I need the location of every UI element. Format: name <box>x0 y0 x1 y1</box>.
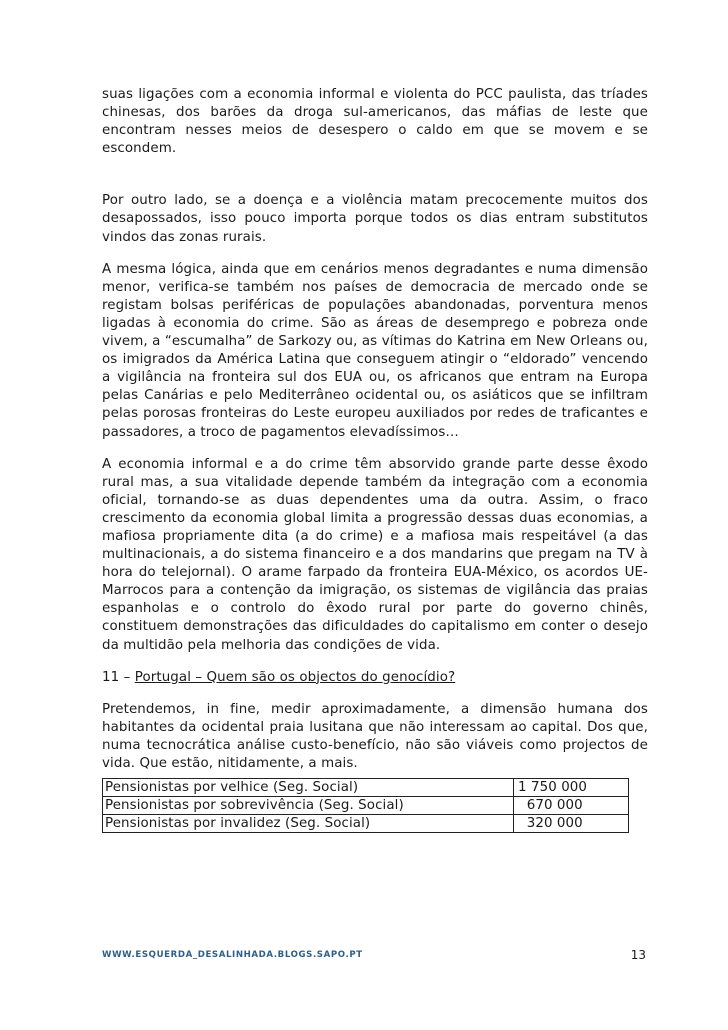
paragraph: Por outro lado, se a doença e a violência matam precocemente muitos dos desapossados, isso pouco importa porque todos os dias entram substitutos vindos das zonas rurais. <box>102 193 648 245</box>
page-number: 13 <box>630 948 646 962</box>
table-row <box>103 779 629 797</box>
footer-url-link[interactable]: WWW.ESQUERDA_DESALINHADA.BLOGS.SAPO.PT <box>102 950 363 960</box>
section-title: Portugal – Quem são os objectos do genocídio? <box>134 669 456 685</box>
section-number: 11 – <box>102 669 135 685</box>
paragraph: A mesma lógica, ainda que em cenários menos degradantes e numa dimensão menor, verifica-se também nos países de democracia de mercado onde se registam bolsas periféricas de populações abandonadas, porventura menos ligadas à economia do crime. São as áreas de desemprego e pobreza onde vivem, a “escumalha” de Sarkozy ou, as vítimas do Katrina em New Orleans ou, os imigrados da América Latina que conseguem atingir o “eldorado” vencendo a vigilância na fronteira sul dos EUA ou, os africanos que entram na Europa pelas Canárias e pelo Mediterrâneo ocidental ou, os asiáticos que se infiltram pelas porosas fronteiras do Leste europeu auxiliados por redes de traficantes e passadores, a troco de pagamentos elevadíssimos… <box>102 261 648 440</box>
paragraph: suas ligações com a economia informal e violenta do PCC paulista, das tríades chinesas, dos barões da droga sul-americanos, das máfias de leste que encontram nesses meios de desespero o caldo em que se movem e se escondem. <box>102 87 648 157</box>
table-cell-label: Pensionistas por invalidez (Seg. Social) <box>103 815 514 833</box>
table-cell-value: 1 750 000 <box>514 779 629 797</box>
paragraph: A economia informal e a do crime têm absorvido grande parte desse êxodo rural mas, a sua vitalidade depende também da integração com a economia oficial, tornando-se as duas dependentes uma da outra. Assim, o fraco crescimento da economia global limita a progressão dessas duas economias, a mafiosa propriamente dita (a do crime) e a mafiosa mais respeitável (a das multinacionais, a do sistema financeiro e a dos mandarins que pregam na TV à hora do telejornal). O arame farpado da fronteira EUA-México, os acordos UE-Marrocos para a contenção da imigração, os sistemas de vigilância das praias espanholas e o controlo do êxodo rural por parte do governo chinês, constituem demonstrações das dificuldades do capitalismo em conter o desejo da multidão pela melhoria das condições de vida. <box>102 456 648 653</box>
table-row <box>103 797 629 815</box>
table-cell-value: 320 000 <box>514 815 629 833</box>
table-cell-label: Pensionistas por velhice (Seg. Social) <box>103 779 514 797</box>
table-cell-label: Pensionistas por sobrevivência (Seg. Social) <box>103 797 514 815</box>
table-row <box>103 815 629 833</box>
table-cell-value: 670 000 <box>514 797 629 815</box>
pensioners-table <box>102 778 629 833</box>
document-body <box>102 86 648 833</box>
paragraph: Pretendemos, in fine, medir aproximadamente, a dimensão humana dos habitantes da ocidental praia lusitana que não interessam ao capital. Dos que, numa tecnocrática análise custo-benefício, não são viáveis como projectos de vida. Que estão, nitidamente, a mais. <box>102 701 648 771</box>
section-heading <box>102 669 648 687</box>
